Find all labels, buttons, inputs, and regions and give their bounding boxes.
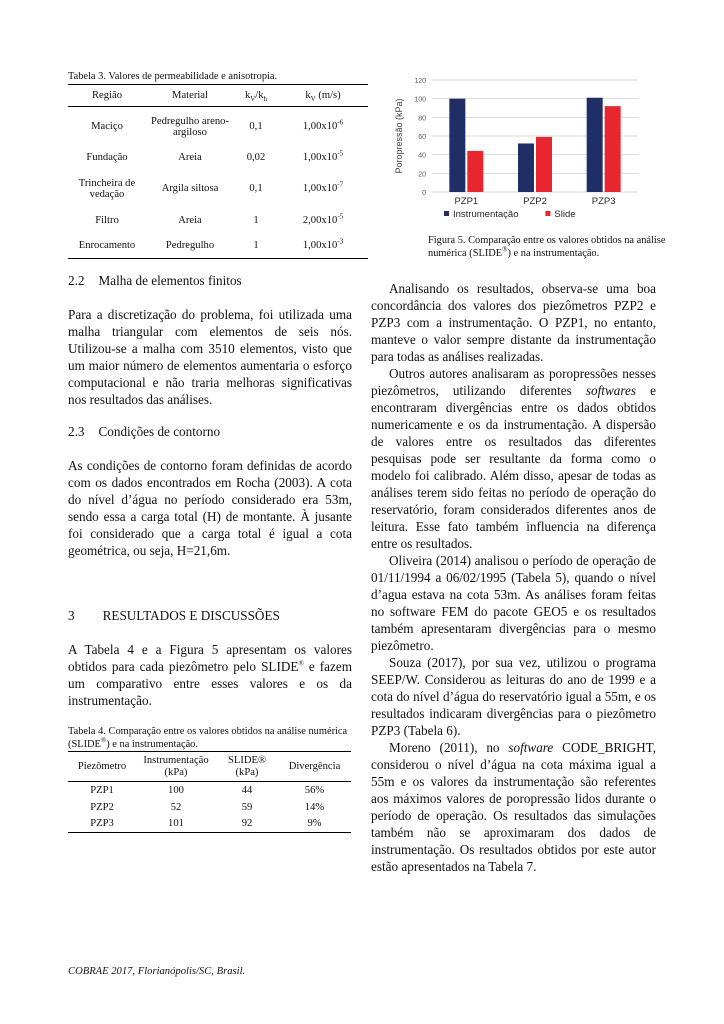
legend-label: Instrumentação bbox=[453, 209, 519, 220]
y-tick-label: 100 bbox=[414, 96, 426, 104]
cell-regiao: Filtro bbox=[95, 215, 119, 226]
cell-material: Argila siltosa bbox=[161, 183, 219, 194]
cell-piezometro: PZP3 bbox=[90, 818, 114, 830]
cell-divergencia: 56% bbox=[304, 785, 325, 797]
cell-kv: $2,00x10^{-5}$ bbox=[302, 212, 344, 226]
bar-instrumenta-o-pzp3 bbox=[587, 98, 603, 192]
y-tick-label: 40 bbox=[418, 152, 426, 160]
section-number: 2.3 bbox=[68, 424, 85, 439]
paragraph-text: e encontraram divergências entre os dados obtidos numericamente e os da instrumentação. A dispersão de valores entre os resultados das diferentes pesquisas pode ser resultante da forma como o modelo foi calibrado. Além disso, apesar de todas as análises terem sido feitas no período de operação do reservatório, foram considerados diferentes anos de leitura. Esse fato também influencia na diferença entre os resultados. bbox=[371, 383, 656, 551]
cell-divergencia: 9% bbox=[307, 818, 322, 830]
cell-regiao: Maciço bbox=[91, 121, 123, 133]
section-2-3-heading bbox=[68, 423, 220, 440]
section-3-heading bbox=[68, 607, 280, 624]
table-row bbox=[68, 782, 351, 800]
x-tick-label: PZP3 bbox=[591, 196, 616, 207]
x-tick-label: PZP1 bbox=[454, 196, 479, 207]
legend-swatch bbox=[545, 211, 550, 216]
table3-header-kv: $k_V$ (m/s) bbox=[305, 90, 341, 104]
section-title: RESULTADOS E DISCUSSÕES bbox=[102, 608, 280, 623]
table-row bbox=[68, 209, 368, 233]
section-3-text-a: A Tabela 4 e a Figura 5 apresentam os valores obtidos para cada piezômetro pelo SLIDE bbox=[68, 642, 352, 674]
cell-instrumentacao: 101 bbox=[168, 818, 184, 830]
section-number: 2.2 bbox=[68, 273, 85, 288]
cell-slide: 44 bbox=[241, 785, 253, 797]
bar-slide-pzp1 bbox=[467, 151, 483, 192]
table-row bbox=[68, 816, 351, 833]
section-2-2-text: Para a discretização do problema, foi utilizada uma malha triangular com elementos de seis nós. Utilizou-se a malha com 3510 elementos, visto que um maior número de elementos aumentaria o esforço computacional e não traria melhoras significativas nos resultados das análises. bbox=[68, 307, 352, 407]
section-title: Malha de elementos finitos bbox=[98, 273, 242, 288]
section-title: Condições de contorno bbox=[98, 424, 221, 439]
paragraph: Souza (2017), por sua vez, utilizou o programa SEEP/W. Considerou as leituras do ano de 1999 e a cota do nível d’água do reservatório igual a 55m, e os resultados indicaram divergências para o piezômetro PZP3 (Tabela 6). bbox=[371, 655, 656, 738]
cell-ratio: 1 bbox=[253, 215, 259, 226]
cell-material: Areia bbox=[178, 215, 202, 226]
cell-piezometro: PZP1 bbox=[90, 785, 114, 797]
paragraph-italic: softwares bbox=[585, 383, 636, 398]
bar-slide-pzp3 bbox=[605, 106, 621, 192]
cell-kv: $1,00x10^{-3}$ bbox=[302, 237, 344, 251]
paragraph: Analisando os resultados, observa-se uma boa concordância dos valores dos piezômetros PZP2 e PZP3 com a instrumentação. O PZP1, no entanto, manteve o valor sempre distante da instrumentação para todas as análises realizadas. bbox=[371, 281, 656, 364]
table4-header-instrumentacao: Instrumentação (kPa) bbox=[143, 754, 209, 778]
paragraph-italic: software bbox=[508, 740, 554, 755]
paragraph-text: Outros autores analisaram as poropressões nesses piezômetros, utilizando diferentes bbox=[371, 366, 656, 398]
bar-slide-pzp2 bbox=[536, 137, 552, 192]
table-row bbox=[68, 800, 351, 816]
section-3-text bbox=[68, 641, 352, 709]
figure5-chart bbox=[388, 72, 652, 228]
bar-instrumenta-o-pzp1 bbox=[449, 99, 465, 192]
cell-instrumentacao: 52 bbox=[170, 802, 182, 813]
figure5-caption-text: Figura 5. Comparação entre os valores obtidos na análise numérica (SLIDE bbox=[428, 235, 666, 259]
figure5-caption-text-end: ) e na instrumentação. bbox=[507, 247, 600, 259]
cell-material: Pedregulho areno-argiloso bbox=[151, 115, 229, 138]
cell-kv: $1,00x10^{-6}$ bbox=[302, 118, 344, 133]
paragraph bbox=[371, 365, 656, 552]
table3-header-material: Material bbox=[172, 90, 208, 101]
legend-label: Slide bbox=[554, 209, 576, 220]
cell-kv: $1,00x10^{-5}$ bbox=[302, 149, 344, 163]
table-row bbox=[68, 107, 368, 147]
paragraph-text: Moreno (2011), no bbox=[389, 740, 509, 755]
cell-slide: 59 bbox=[241, 802, 253, 813]
cell-regiao: Trincheira de vedação bbox=[78, 177, 136, 200]
registered-mark: ® bbox=[502, 245, 508, 254]
figure5-caption bbox=[428, 235, 686, 260]
cell-piezometro: PZP2 bbox=[90, 802, 114, 813]
y-tick-label: 120 bbox=[414, 78, 426, 85]
y-tick-label: 60 bbox=[418, 134, 426, 141]
section-2-3-text: As condições de contorno foram definidas de acordo com os dados encontrados em Rocha (2003). A cota do nível d’água no período considerado era 53m, sendo essa a carga total (H) de montante. À jusante foi considerado que a carga total é igual a cota geométrica, ou seja, H=21,6m. bbox=[68, 458, 352, 558]
legend-swatch bbox=[444, 211, 449, 216]
table3-header-regiao: Região bbox=[91, 90, 122, 101]
table4-caption bbox=[68, 726, 352, 751]
cell-material: Pedregulho bbox=[165, 239, 215, 251]
y-tick-label: 0 bbox=[422, 190, 426, 197]
table4-caption-b: ) e na instrumentação. bbox=[106, 738, 198, 750]
cell-ratio: 1 bbox=[253, 239, 259, 251]
table4-header-slide: SLIDE® (kPa) bbox=[227, 754, 267, 778]
y-tick-label: 80 bbox=[418, 115, 426, 123]
cell-ratio: 0,1 bbox=[249, 121, 263, 133]
cell-material: Areia bbox=[178, 152, 202, 163]
section-number: 3 bbox=[68, 608, 75, 623]
table4-header-divergencia: Divergência bbox=[288, 761, 341, 772]
table4-caption-a: Tabela 4. Comparação entre os valores obtidos na análise numérica (SLIDE bbox=[68, 726, 348, 750]
y-axis-label: Poropressão (kPa) bbox=[394, 98, 404, 174]
page-footer: COBRAE 2017, Florianópolis/SC, Brasil. bbox=[68, 966, 246, 977]
table4-header-piezometro: Piezômetro bbox=[77, 761, 127, 772]
cell-regiao: Enrocamento bbox=[78, 239, 136, 251]
cell-regiao: Fundação bbox=[86, 152, 128, 163]
cell-divergencia: 14% bbox=[304, 802, 325, 813]
paragraph-text: CODE_BRIGHT, considerou o nível d’água na cota máxima igual a 55m e os valores da instrumentação são referentes aos máximos valores de poropressão lidos durante o período de operação. Os resultados das simulações também não se aproximaram dos dados de instrumentação. Os resultados obtidos por este autor estão apresentados na Tabela 7. bbox=[371, 740, 657, 874]
table4 bbox=[68, 751, 351, 833]
table-row bbox=[68, 147, 368, 169]
cell-slide: 92 bbox=[241, 818, 253, 830]
table3 bbox=[68, 84, 368, 259]
bar-instrumenta-o-pzp2 bbox=[518, 143, 534, 192]
paragraph: Oliveira (2014) analisou o período de operação de 01/11/1994 a 06/02/1995 (Tabela 5), quando o nível d’agua estava na cota 53m. As análises foram feitas no software FEM do pacote GEO5 e os resultados também apresentaram divergências para o mesmo piezômetro. bbox=[371, 553, 656, 653]
y-tick-label: 20 bbox=[418, 171, 426, 179]
registered-mark: ® bbox=[100, 736, 107, 745]
section-3-text-b: e fazem um comparativo entre esses valores e os da instrumentação. bbox=[68, 659, 352, 708]
right-column-text bbox=[371, 280, 656, 875]
cell-ratio: 0,02 bbox=[246, 152, 266, 163]
section-2-2-heading bbox=[68, 272, 242, 289]
cell-instrumentacao: 100 bbox=[168, 785, 184, 797]
registered-mark: ® bbox=[298, 659, 304, 668]
table-row bbox=[68, 169, 368, 209]
paragraph bbox=[371, 739, 656, 875]
cell-kv: $1,00x10^{-7}$ bbox=[302, 180, 344, 194]
cell-ratio: 0,1 bbox=[249, 183, 263, 194]
table-row bbox=[68, 233, 368, 259]
x-tick-label: PZP2 bbox=[523, 196, 547, 207]
table3-caption: Tabela 3. Valores de permeabilidade e anisotropia. bbox=[68, 71, 278, 82]
table3-header-ratio: $k_V/k_h$ bbox=[244, 90, 268, 104]
